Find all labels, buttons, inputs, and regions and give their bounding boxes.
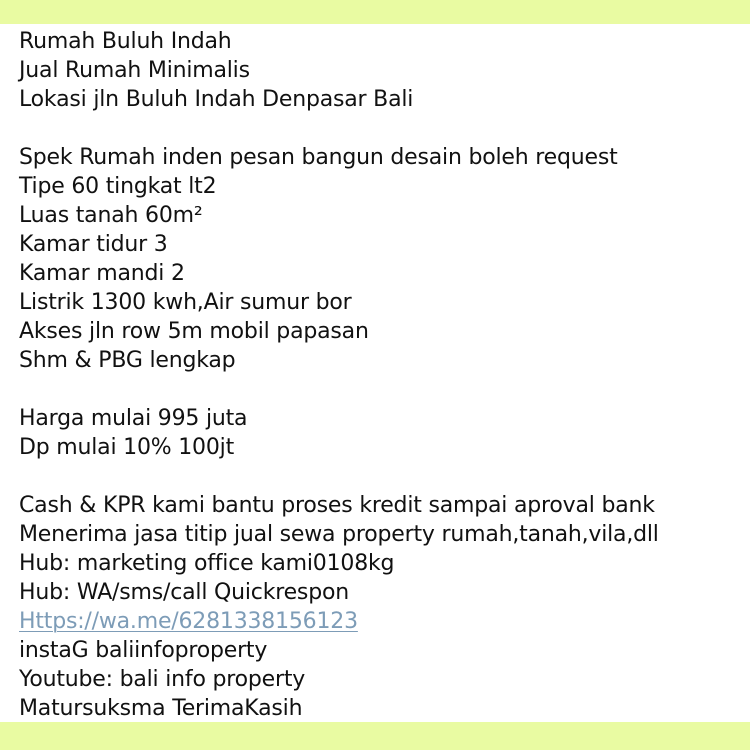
spacer [19,462,740,491]
message-body [19,27,740,723]
spec-line: Luas tanah 60m² [19,203,203,228]
services-line: Menerima jasa titip jual sewa property rumah,tanah,vila,dll [19,522,659,547]
location-line: Lokasi jln Buluh Indah Denpasar Bali [19,87,414,112]
instagram-line: instaG baliinfoproperty [19,638,268,663]
spec-line: Kamar tidur 3 [19,232,168,257]
spec-line: Shm & PBG lengkap [19,348,236,373]
title-line: Rumah Buluh Indah [19,29,232,54]
spec-line: Akses jln row 5m mobil papasan [19,319,369,344]
whatsapp-link[interactable]: Https://wa.me/6281338156123 [19,609,358,634]
financing-line: Cash & KPR kami bantu proses kredit sampai aproval bank [19,493,655,518]
wa-contact-line: Hub: WA/sms/call Quickrespon [19,580,349,605]
message-card [0,24,750,722]
spec-line: Spek Rumah inden pesan bangun desain boleh request [19,145,618,170]
youtube-line: Youtube: bali info property [19,667,306,692]
closing-line: Matursuksma TerimaKasih [19,696,303,721]
spacer [19,375,740,404]
spec-line: Tipe 60 tingkat lt2 [19,174,217,199]
price-line: Harga mulai 995 juta [19,406,248,431]
whatsapp-link-row [19,607,740,636]
spec-line: Listrik 1300 kwh,Air sumur bor [19,290,352,315]
office-contact-line: Hub: marketing office kami0108kg [19,551,395,576]
spec-line: Kamar mandi 2 [19,261,185,286]
down-payment-line: Dp mulai 10% 100jt [19,435,234,460]
spacer [19,114,740,143]
subtitle-line: Jual Rumah Minimalis [19,58,250,83]
